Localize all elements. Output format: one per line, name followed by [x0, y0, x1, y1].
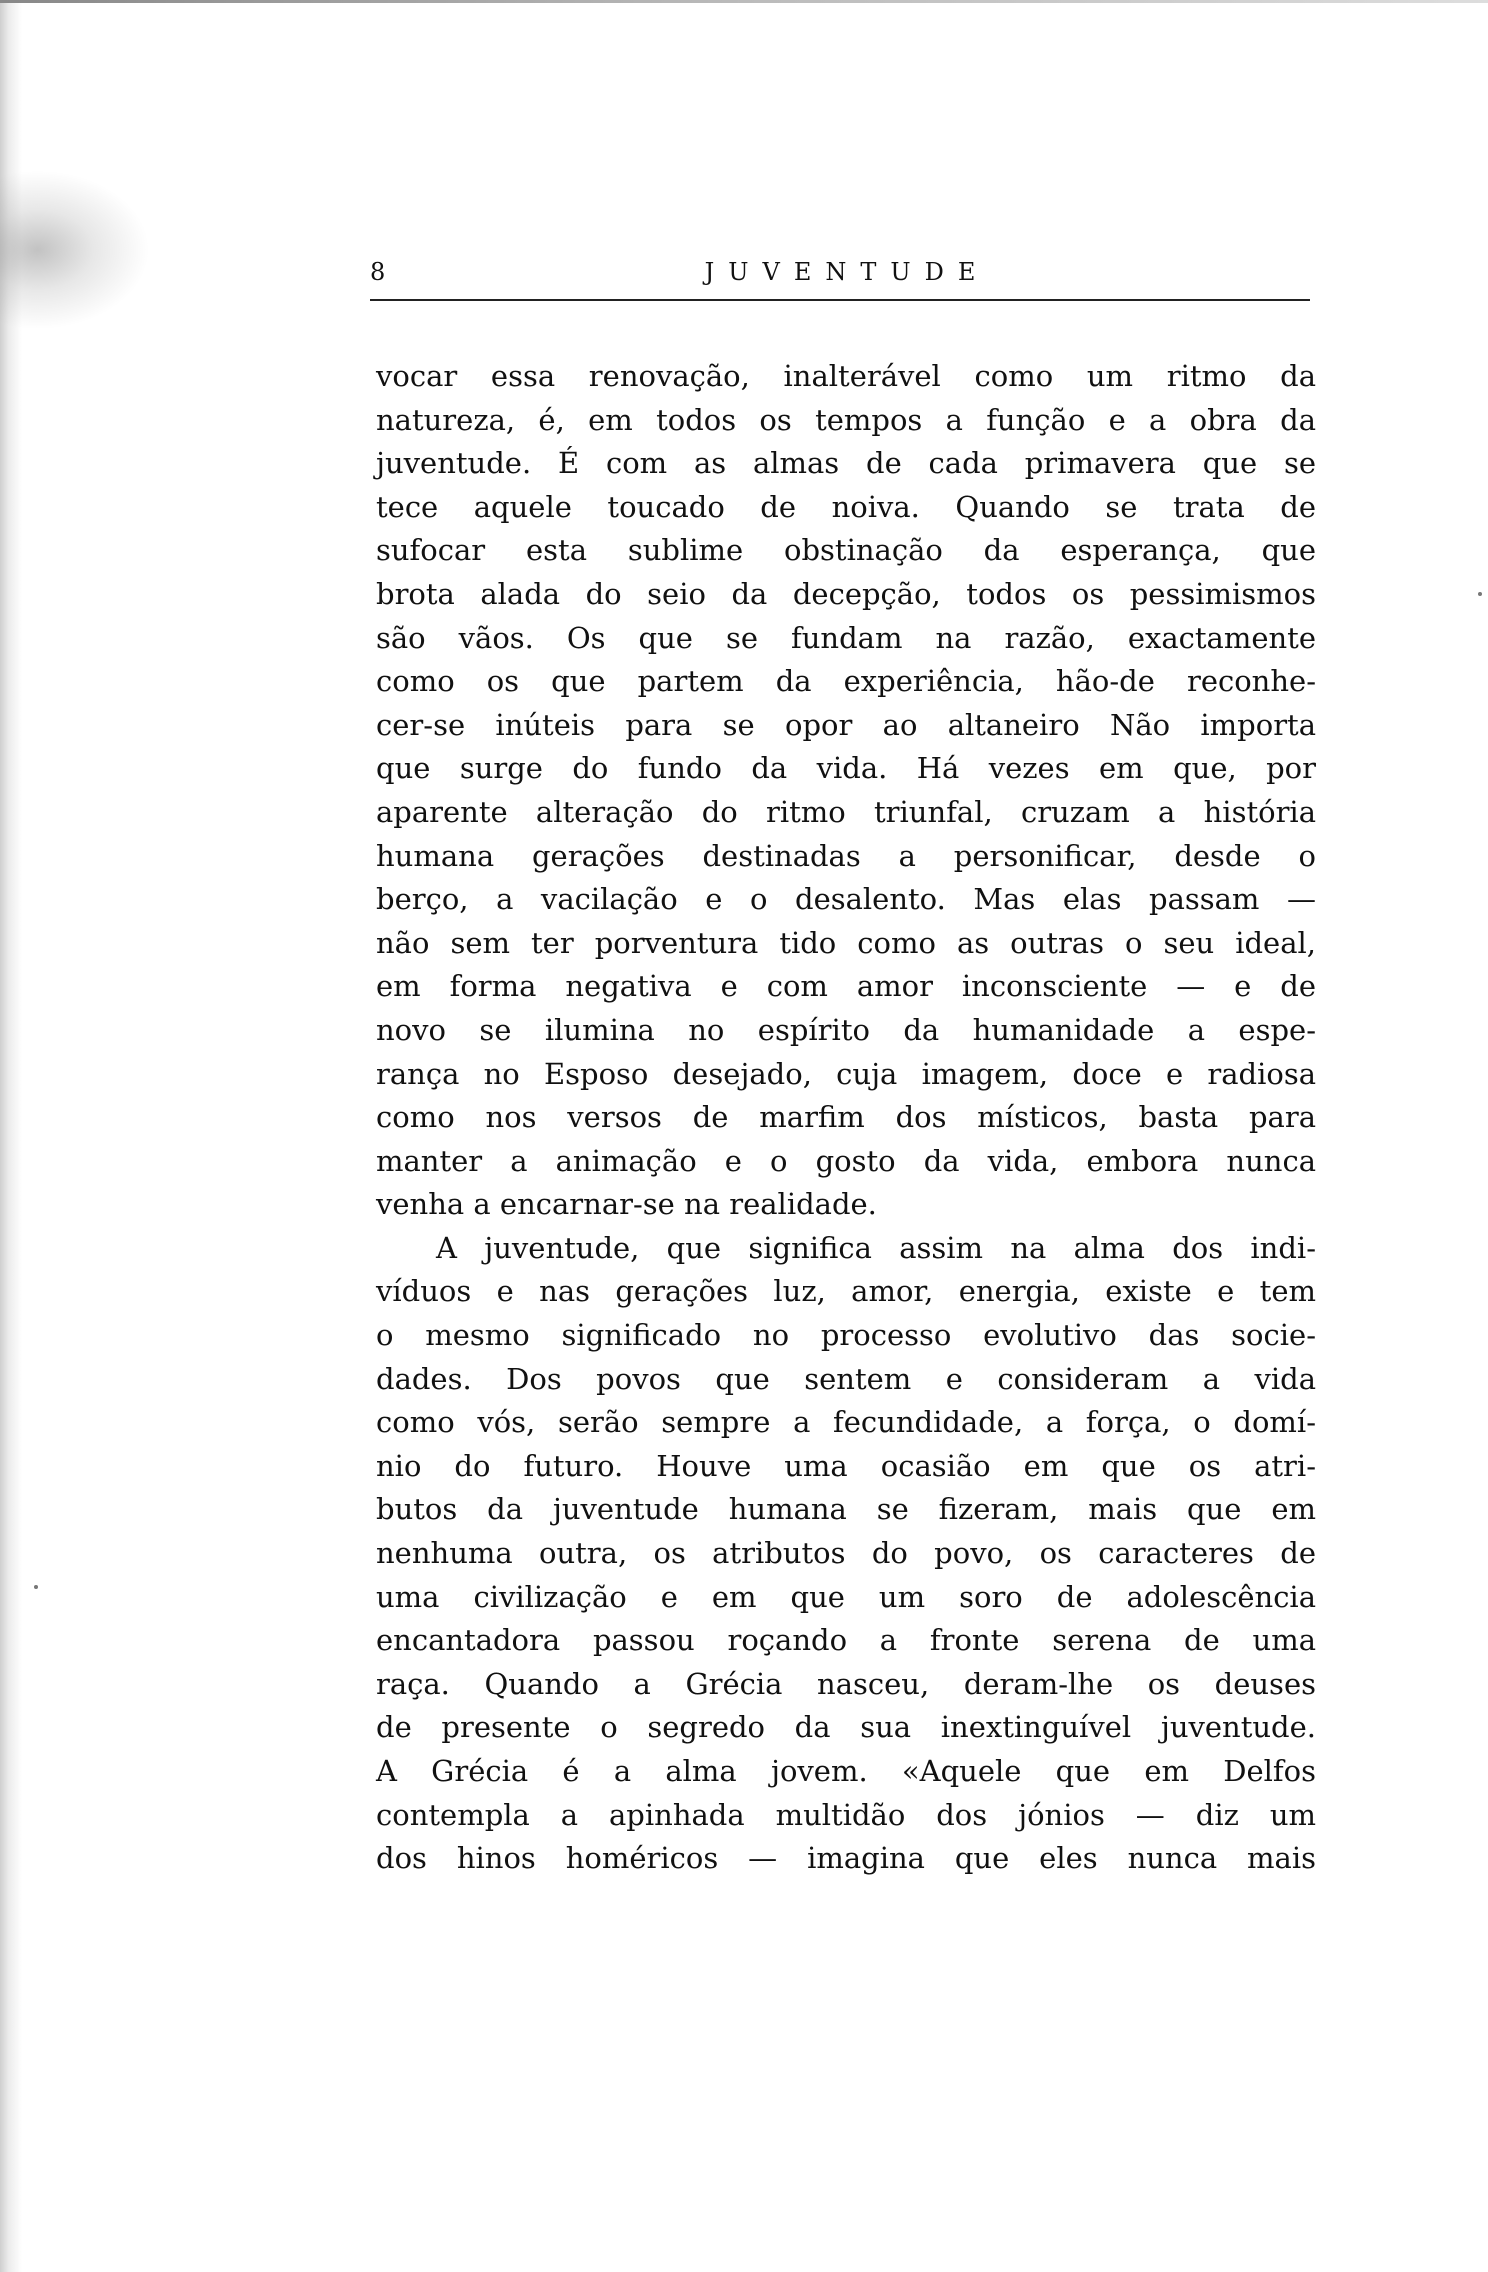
- text-line: em forma negativa e com amor inconsciente — e de: [376, 969, 1316, 1004]
- text-line: que surge do fundo da vida. Há vezes em que, por: [376, 751, 1316, 786]
- text-line: contempla a apinhada multidão dos jónios — diz um: [376, 1797, 1316, 1832]
- page-number: 8: [370, 258, 386, 286]
- text-line: como vós, serão sempre a fecundidade, a força, o domí-: [376, 1405, 1316, 1440]
- text-line: nio do futuro. Houve uma ocasião em que os atri-: [376, 1448, 1316, 1483]
- text-line: dos hinos homéricos — imagina que eles nunca mais: [376, 1841, 1316, 1876]
- running-head: [370, 250, 1310, 294]
- text-line: rança no Esposo desejado, cuja imagem, doce e radiosa: [376, 1056, 1316, 1091]
- text-line: sufocar esta sublime obstinação da esperança, que: [376, 533, 1316, 568]
- text-line: raça. Quando a Grécia nasceu, deram-lhe os deuses: [376, 1666, 1316, 1701]
- stray-mark: [34, 1585, 38, 1589]
- text-line: cer-se inúteis para se opor ao altaneiro Não importa: [376, 707, 1316, 742]
- text-line: o mesmo significado no processo evolutivo das socie-: [376, 1318, 1316, 1353]
- text-line: butos da juventude humana se fizeram, mais que em: [376, 1492, 1316, 1527]
- text-line: novo se ilumina no espírito da humanidade a espe-: [376, 1012, 1316, 1047]
- scan-edge-shadow: [0, 0, 22, 2272]
- text-line: não sem ter porventura tido como as outras o seu ideal,: [376, 925, 1316, 960]
- text-line: como os que partem da experiência, hão-de reconhe-: [376, 664, 1316, 699]
- text-line: brota alada do seio da decepção, todos os pessimismos: [376, 576, 1316, 611]
- text-line: dades. Dos povos que sentem e consideram a vida: [376, 1361, 1316, 1396]
- text-line: de presente o segredo da sua inextinguível juventude.: [376, 1710, 1316, 1745]
- text-line: venha a encarnar-se na realidade.: [376, 1187, 877, 1222]
- scan-top-edge: [0, 0, 1488, 3]
- text-line: manter a animação e o gosto da vida, embora nunca: [376, 1143, 1316, 1178]
- text-line: natureza, é, em todos os tempos a função e a obra da: [376, 402, 1316, 437]
- text-line: víduos e nas gerações luz, amor, energia, existe e tem: [376, 1274, 1316, 1309]
- running-title: JUVENTUDE: [704, 258, 990, 286]
- text-line: vocar essa renovação, inalterável como um ritmo da: [376, 359, 1316, 393]
- text-line: nenhuma outra, os atributos do povo, os caracteres de: [376, 1536, 1316, 1571]
- text-line: juventude. É com as almas de cada primavera que se: [376, 446, 1316, 481]
- text-line: A Grécia é a alma jovem. «Aquele que em Delfos: [376, 1754, 1316, 1788]
- text-line: tece aquele toucado de noiva. Quando se trata de: [376, 489, 1316, 524]
- text-line: berço, a vacilação e o desalento. Mas elas passam —: [376, 882, 1316, 917]
- text-line: como nos versos de marfim dos místicos, basta para: [376, 1100, 1316, 1135]
- text-line: A juventude, que significa assim na alma dos indi-: [436, 1230, 1316, 1265]
- scan-smudge: [0, 170, 150, 330]
- text-line: encantadora passou roçando a fronte serena de uma: [376, 1623, 1316, 1658]
- body-text: [376, 355, 1316, 1881]
- text-line: aparente alteração do ritmo triunfal, cruzam a história: [376, 794, 1316, 829]
- text-line: são vãos. Os que se fundam na razão, exactamente: [376, 620, 1316, 655]
- text-line: humana gerações destinadas a personificar, desde o: [376, 838, 1316, 873]
- header-rule: [370, 299, 1310, 301]
- stray-mark: [1478, 592, 1482, 596]
- text-line: uma civilização e em que um soro de adolescência: [376, 1579, 1316, 1614]
